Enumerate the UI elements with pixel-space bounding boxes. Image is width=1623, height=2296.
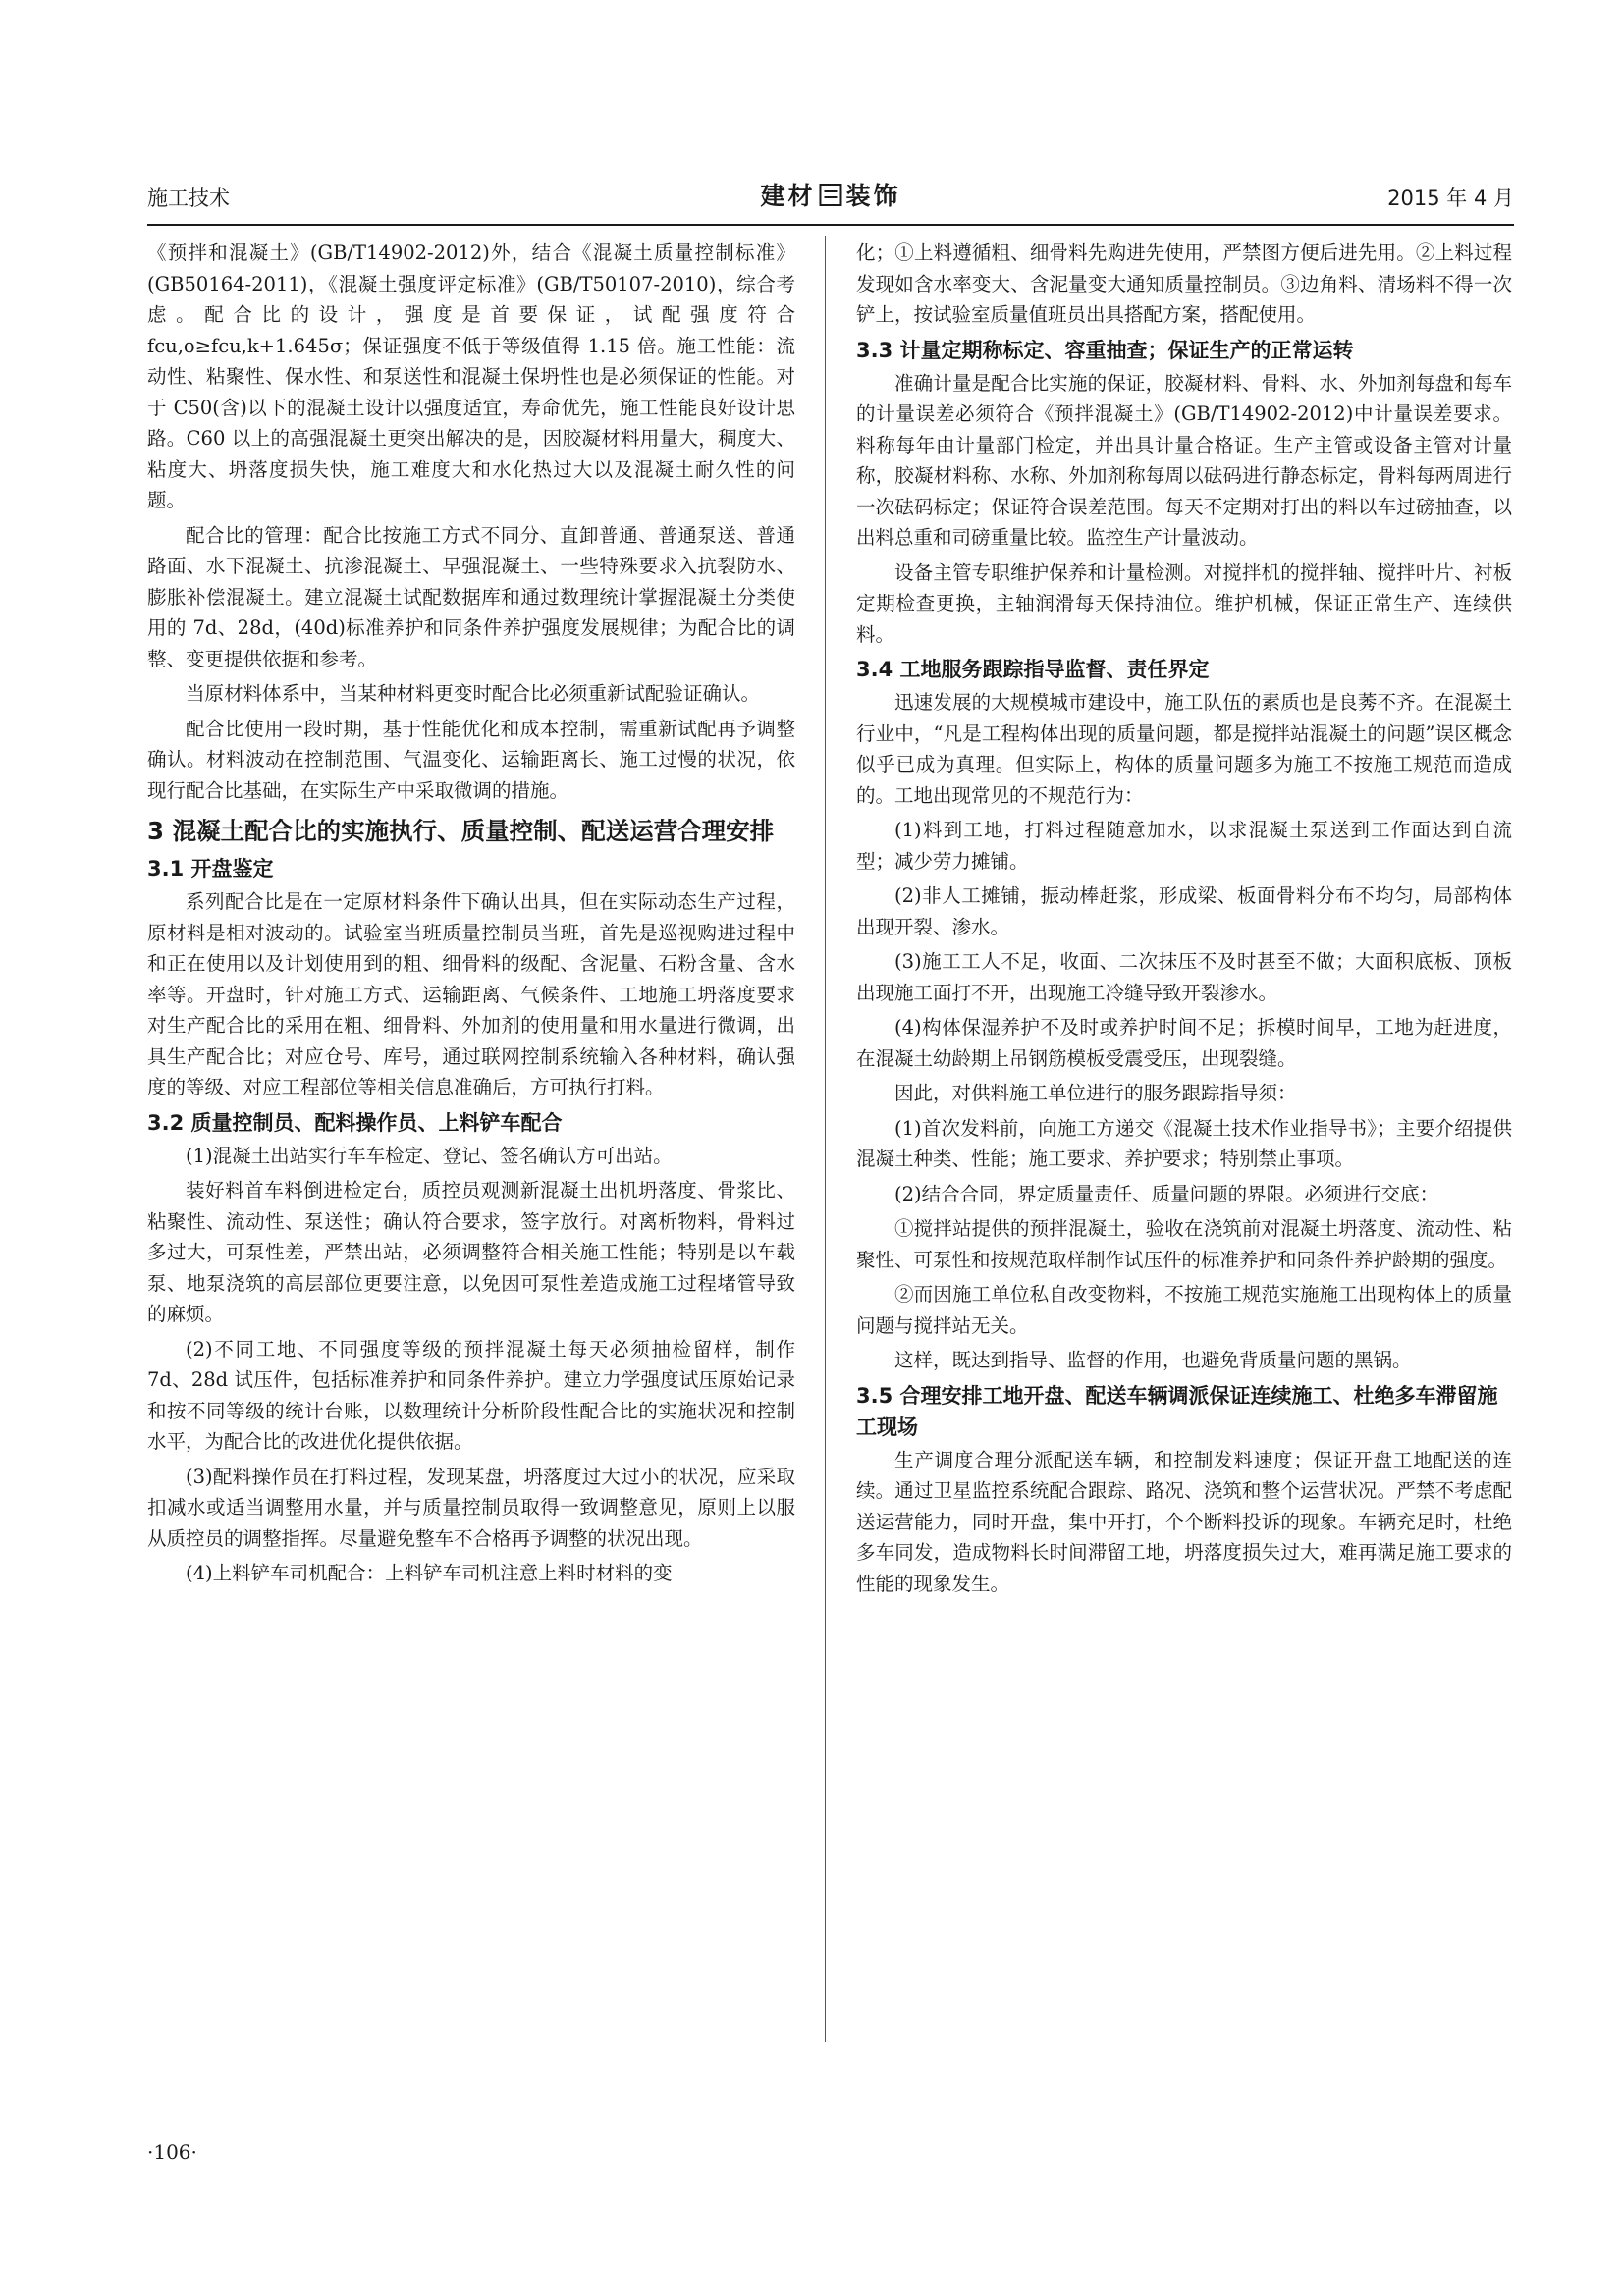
section-heading: 3 混凝土配合比的实施执行、质量控制、配送运营合理安排 bbox=[147, 817, 775, 845]
journal-title-part-a: 建材 bbox=[760, 182, 816, 210]
paragraph: 迅速发展的大规模城市建设中，施工队伍的素质也是良莠不齐。在混凝土行业中，“凡是工程构体出现的质量问题，都是搅拌站混凝土的问题”误区概念似乎已成为真理。但实际上，构体的质量问题多为施工不按施工规范而造成的。工地出现常见的不规范行为： bbox=[856, 691, 1512, 807]
page-number: ·106· bbox=[147, 2140, 197, 2163]
paragraph: (1)混凝土出站实行车车检定、登记、签名确认方可出站。 bbox=[186, 1144, 673, 1167]
paragraph: (4)构体保湿养护不及时或养护时间不足；拆模时间早，工地为赶进度，在混凝土幼龄期上吊钢筋模板受震受压，出现裂缝。 bbox=[856, 1016, 1512, 1070]
paragraph: (2)结合合同，界定质量责任、质量问题的界限。必须进行交底： bbox=[894, 1182, 1439, 1205]
header-rule bbox=[147, 224, 1514, 226]
subsection-heading: 3.5 合理安排工地开盘、配送车辆调派保证连续施工、杜绝多车滞留施工现场 bbox=[856, 1383, 1498, 1439]
issue-date: 2015 年 4 月 bbox=[1387, 187, 1514, 210]
paragraph: 准确计量是配合比实施的保证，胶凝材料、骨料、水、外加剂每盘和每车的计量误差必须符合《预拌混凝土》(GB/T14902-2012)中计量误差要求。料称每年由计量部门检定，并出具计量合格证。生产主管或设备主管对计量称，胶凝材料称、水称、外加剂称每周以砝码进行静态标定，骨料每两周进行一次砝码标定；保证符合误差范围。每天不定期对打出的料以车过磅抽查，以出料总重和司磅重量比较。监控生产计量波动。 bbox=[856, 371, 1512, 549]
subsection-heading: 3.3 计量定期称标定、容重抽查；保证生产的正常运转 bbox=[856, 338, 1354, 362]
paragraph: 装好料首车料倒进检定台，质控员观测新混凝土出机坍落度、骨浆比、粘聚性、流动性、泵送性；确认符合要求，签字放行。对离析物料，骨料过多过大，可泵性差，严禁出站，必须调整符合相关施工性能；特别是以车载泵、地泵浇筑的高层部位更要注意，以免因可泵性差造成施工过程堵管导致的麻烦。 bbox=[147, 1179, 795, 1325]
paragraph: (1)料到工地，打料过程随意加水，以求混凝土泵送到工作面达到自流型；减少劳力摊铺。 bbox=[856, 819, 1512, 873]
journal-title-part-b: 装饰 bbox=[845, 182, 901, 210]
paragraph: (2)非人工摊铺，振动棒赶浆，形成梁、板面骨料分布不均匀，局部构体出现开裂、渗水。 bbox=[856, 884, 1512, 938]
paragraph: (3)施工工人不足，收面、二次抹压不及时甚至不做；大面积底板、顶板出现施工面打不开，出现施工冷缝导致开裂渗水。 bbox=[856, 950, 1512, 1004]
paragraph: 系列配合比是在一定原材料条件下确认出具，但在实际动态生产过程，原材料是相对波动的。试验室当班质量控制员当班，首先是巡视购进过程中和正在使用以及计划使用到的粗、细骨料的级配、含泥量、石粉含量、含水率等。开盘时，针对施工方式、运输距离、气候条件、工地施工坍落度要求对生产配合比的采用在粗、细骨料、外加剂的使用量和用水量进行微调，出具生产配合比；对应仓号、库号，通过联网控制系统输入各种材料，确认强度的等级、对应工程部位等相关信息准确后，方可执行打料。 bbox=[147, 890, 795, 1098]
paragraph: 生产调度合理分派配送车辆，和控制发料速度；保证开盘工地配送的连续。通过卫星监控系统配合跟踪、路况、浇筑和整个运营状况。严禁不考虑配送运营能力，同时开盘，集中开打，个个断料投诉的现象。车辆充足时，杜绝多车同发，造成物料长时间滞留工地，坍落度损失过大，难再满足施工要求的性能的现象发生。 bbox=[856, 1448, 1512, 1595]
paragraph: 配合比使用一段时期，基于性能优化和成本控制，需重新试配再予调整确认。材料波动在控制范围、气温变化、运输距离长、施工过慢的状况，依现行配合比基础，在实际生产中采取微调的措施。 bbox=[147, 717, 795, 802]
paragraph: ②而因施工单位私自改变物料，不按施工规范实施施工出现构体上的质量问题与搅拌站无关。 bbox=[856, 1283, 1512, 1337]
left-column bbox=[147, 238, 795, 1593]
paragraph: 因此，对供料施工单位进行的服务跟踪指导须： bbox=[894, 1082, 1297, 1104]
paragraph: (4)上料铲车司机配合：上料铲车司机注意上料时材料的变 bbox=[186, 1562, 673, 1584]
page-header bbox=[147, 175, 1514, 214]
paragraph: ①搅拌站提供的预拌混凝土，验收在浇筑前对混凝土坍落度、流动性、粘聚性、可泵性和按规范取样制作试压件的标准养护和同条件养护龄期的强度。 bbox=[856, 1217, 1512, 1271]
subsection-heading: 3.2 质量控制员、配料操作员、上料铲车配合 bbox=[147, 1110, 563, 1135]
column-divider bbox=[825, 236, 826, 2042]
paragraph: (2)不同工地、不同强度等级的预拌混凝土每天必须抽检留样，制作 7d、28d 试压件，包括标准养护和同条件养护。建立力学强度试压原始记录和按不同等级的统计台账，以数理统计分析阶段性配合比的实施状况和控制水平，为配合比的改进优化提供依据。 bbox=[147, 1337, 795, 1453]
subsection-heading: 3.1 开盘鉴定 bbox=[147, 857, 274, 881]
journal-logo-icon bbox=[820, 184, 842, 206]
section-name: 施工技术 bbox=[147, 187, 230, 210]
paragraph: 《预拌和混凝土》(GB/T14902-2012)外，结合《混凝土质量控制标准》(GB50164-2011)，《混凝土强度评定标准》(GB/T50107-2010)，综合考虑。配合比的设计，强度是首要保证，试配强度符合 fcu,o≥fcu,k+1.645σ；保证强度不低于等级值得 1.15 倍。施工性能：流动性、粘聚性、保水性、和泵送性和混凝土保坍性也是必须保证的性能。对于 C50(含)以下的混凝土设计以强度适宜，寿命优先，施工性能良好设计思路。C60 以上的高强混凝土更突出解决的是，因胶凝材料用量大，稠度大、粘度大、坍落度损失快，施工难度大和水化热过大以及混凝土耐久性的问题。 bbox=[147, 241, 795, 511]
paragraph: 当原材料体系中，当某种材料更变时配合比必须重新试配验证确认。 bbox=[186, 682, 761, 705]
right-column bbox=[856, 238, 1512, 1603]
paragraph: (3)配料操作员在打料过程，发现某盘，坍落度过大过小的状况，应采取扣减水或适当调整用水量，并与质量控制员取得一致调整意见，原则上以服从质控员的调整指挥。尽量避免整车不合格再予调整的状况出现。 bbox=[147, 1465, 795, 1550]
paragraph: 配合比的管理：配合比按施工方式不同分、直卸普通、普通泵送、普通路面、水下混凝土、抗渗混凝土、早强混凝土、一些特殊要求入抗裂防水、膨胀补偿混凝土。建立混凝土试配数据库和通过数理统计掌握混凝土分类使用的 7d、28d，(40d)标准养护和同条件养护强度发展规律；为配合比的调整、变更提供依据和参考。 bbox=[147, 523, 795, 670]
paragraph: 这样，既达到指导、监督的作用，也避免背质量问题的黑锅。 bbox=[894, 1349, 1412, 1371]
journal-title bbox=[760, 177, 900, 212]
paragraph: (1)首次发料前，向施工方递交《混凝土技术作业指导书》；主要介绍提供混凝土种类、性能；施工要求、养护要求；特别禁止事项。 bbox=[856, 1116, 1512, 1170]
paragraph: 设备主管专职维护保养和计量检测。对搅拌机的搅拌轴、搅拌叶片、衬板定期检查更换，主轴润滑每天保持油位。维护机械，保证正常生产、连续供料。 bbox=[856, 561, 1512, 646]
subsection-heading: 3.4 工地服务跟踪指导监督、责任界定 bbox=[856, 658, 1210, 681]
paragraph: 化；①上料遵循粗、细骨料先购进先使用，严禁图方便后进先用。②上料过程发现如含水率变大、含泥量变大通知质量控制员。③边角料、清场料不得一次铲上，按试验室质量值班员出具搭配方案，搭配使用。 bbox=[856, 241, 1512, 326]
